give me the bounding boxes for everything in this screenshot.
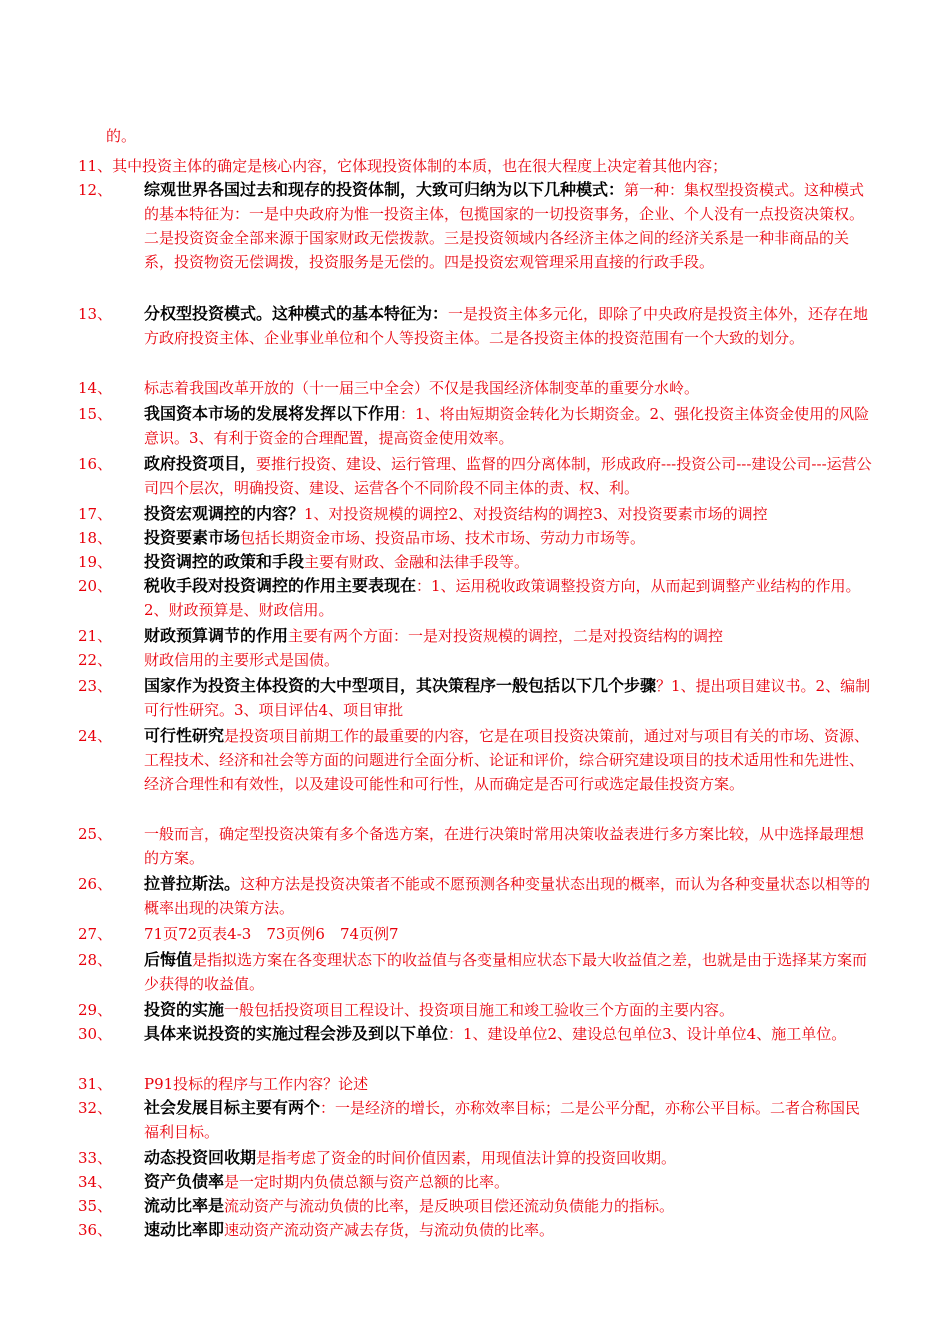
item-body: ：1、运用税收政策调整投资方向，从而起到调整产业结构的作用。2、财政预算是、财政信用。	[144, 577, 861, 619]
item-number: 17、	[78, 505, 113, 523]
item-heading: 速动比率即	[144, 1220, 225, 1239]
item-body: 是指拟选方案在各变理状态下的收益值与各变量相应状态下最大收益值之差，也就是由于选择某方案而少获得的收益值。	[144, 951, 868, 993]
item-heading: 我国资本市场的发展将发挥以下作用	[144, 404, 401, 423]
item-text	[144, 724, 873, 796]
item-text	[144, 1218, 873, 1242]
item-body: 要推行投资、建设、运行管理、监督的四分离体制，形成政府---投资公司---建设公司---运营公司四个层次，明确投资、建设、运营各个不同阶段不同主体的责、权、利。	[144, 455, 872, 497]
list-item	[78, 302, 873, 350]
list-item	[78, 1194, 873, 1218]
list-item	[78, 1022, 873, 1046]
item-heading: 投资宏观调控的内容？	[144, 504, 305, 523]
item-body: 1、对投资规模的调控2、对投资结构的调控3、对投资要素市场的调控	[304, 505, 768, 523]
list-item	[78, 154, 873, 178]
list-item	[78, 998, 873, 1022]
item-number: 12、	[78, 181, 113, 199]
item-text	[144, 922, 873, 946]
item-number: 30、	[78, 1025, 113, 1043]
item-text	[144, 648, 873, 672]
item-body: 是一定时期内负债总额与资产总额的比率。	[224, 1173, 510, 1191]
item-number: 26、	[78, 875, 113, 893]
item-text	[144, 302, 873, 350]
item-number: 21、	[78, 627, 113, 645]
item-text	[144, 948, 873, 996]
item-number: 35、	[78, 1197, 113, 1215]
item-heading: 综观世界各国过去和现存的投资体制，大致可归纳为以下几种模式：	[144, 180, 625, 199]
item-text	[144, 452, 873, 500]
item-heading: 财政预算调节的作用	[144, 626, 289, 645]
item-heading: 资产负债率	[144, 1172, 225, 1191]
item-body: 是指考虑了资金的时间价值因素，用现值法计算的投资回收期。	[256, 1149, 677, 1167]
item-body: 主要有两个方面：一是对投资规模的调控，二是对投资结构的调控	[288, 627, 724, 645]
item-text	[144, 1022, 873, 1046]
item-number: 28、	[78, 951, 113, 969]
item-heading: 投资要素市场	[144, 528, 241, 547]
item-number: 31、	[78, 1075, 113, 1093]
list-item	[78, 674, 873, 722]
item-text	[144, 822, 873, 870]
item-heading: 政府投资项目，	[144, 454, 257, 473]
item-text	[112, 154, 873, 178]
item-text	[144, 674, 873, 722]
item-body: 其中投资主体的确定是核心内容，它体现投资体制的本质，也在很大程度上决定着其他内容；	[112, 157, 728, 175]
item-text	[106, 124, 873, 148]
item-body: 财政信用的主要形式是国债。	[144, 651, 340, 669]
item-heading: 税收手段对投资调控的作用主要表现在	[144, 576, 417, 595]
item-text	[144, 1096, 873, 1144]
item-heading: 投资调控的政策和手段	[144, 552, 305, 571]
item-text	[144, 526, 873, 550]
item-number: 14、	[78, 379, 113, 397]
list-item	[78, 376, 873, 400]
list-item	[106, 124, 873, 148]
list-item	[78, 1072, 873, 1096]
item-body: 主要有财政、金融和法律手段等。	[304, 553, 530, 571]
item-number: 20、	[78, 577, 113, 595]
item-body: 速动资产流动资产减去存货，与流动负债的比率。	[224, 1221, 555, 1239]
list-item	[78, 872, 873, 920]
item-heading: 分权型投资模式。这种模式的基本特征为：	[144, 304, 449, 323]
item-number: 16、	[78, 455, 113, 473]
item-text	[144, 1072, 873, 1096]
item-number: 13、	[78, 305, 113, 323]
list-item	[78, 922, 873, 946]
item-text	[144, 624, 873, 648]
list-item	[78, 1218, 873, 1242]
item-heading: 拉普拉斯法。	[144, 874, 241, 893]
list-item	[78, 574, 873, 622]
list-item	[78, 822, 873, 870]
item-heading: 动态投资回收期	[144, 1148, 257, 1167]
item-number: 33、	[78, 1149, 113, 1167]
item-heading: 具体来说投资的实施过程会涉及到以下单位	[144, 1024, 449, 1043]
item-number: 36、	[78, 1221, 113, 1239]
item-body: 一是投资主体多元化，即除了中央政府是投资主体外，还存在地方政府投资主体、企业事业单位和个人等投资主体。二是各投资主体的投资范围有一个大致的划分。	[144, 305, 869, 347]
item-number: 29、	[78, 1001, 113, 1019]
item-body: 第一种：集权型投资模式。这种模式的基本特征为：一是中央政府为惟一投资主体，包揽国家的一切投资事务，企业、个人没有一点投资决策权。二是投资资金全部来源于国家财政无偿拨款。三是投资领域内各经济主体之间的经济关系是一种非商品的关系，投资物资无偿调拨，投资服务是无偿的。四是投资宏观管理采用直接的行政手段。	[144, 181, 865, 271]
list-item	[78, 178, 873, 274]
item-text	[144, 376, 873, 400]
item-text	[144, 402, 873, 450]
item-body: 一般包括投资项目工程设计、投资项目施工和竣工验收三个方面的主要内容。	[224, 1001, 735, 1019]
item-heading: 社会发展目标主要有两个	[144, 1098, 321, 1117]
item-heading: 投资的实施	[144, 1000, 225, 1019]
list-item	[78, 648, 873, 672]
item-body: 标志着我国改革开放的（十一届三中全会）不仅是我国经济体制变革的重要分水岭。	[144, 379, 700, 397]
item-text	[144, 872, 873, 920]
item-body: 这种方法是投资决策者不能或不愿预测各种变量状态出现的概率，而认为各种变量状态以相等的概率出现的决策方法。	[144, 875, 871, 917]
list-item	[78, 948, 873, 996]
item-number: 15、	[78, 405, 113, 423]
list-item	[78, 724, 873, 796]
item-number: 23、	[78, 677, 113, 695]
item-number: 24、	[78, 727, 113, 745]
item-body: 流动资产与流动负债的比率，是反映项目偿还流动负债能力的指标。	[224, 1197, 675, 1215]
item-text	[144, 502, 873, 526]
item-text	[144, 178, 873, 274]
item-number: 18、	[78, 529, 113, 547]
list-item	[78, 1146, 873, 1170]
item-body: ？1、提出项目建议书。2、编制可行性研究。3、项目评估4、项目审批	[144, 677, 871, 719]
item-body: 71页72页表4-3 73页例6 74页例7	[144, 925, 399, 943]
item-body: ：1、建设单位2、建设总包单位3、设计单位4、施工单位。	[448, 1025, 847, 1043]
list-item	[78, 624, 873, 648]
item-number: 27、	[78, 925, 113, 943]
list-item	[78, 502, 873, 526]
item-number: 22、	[78, 651, 113, 669]
item-heading: 后悔值	[144, 950, 193, 969]
item-number: 19、	[78, 553, 113, 571]
item-text	[144, 1194, 873, 1218]
item-body: ：1、将由短期资金转化为长期资金。2、强化投资主体资金使用的风险意识。3、有利于资金的合理配置，提高资金使用效率。	[144, 405, 870, 447]
item-heading: 可行性研究	[144, 726, 225, 745]
list-item	[78, 452, 873, 500]
item-text	[144, 550, 873, 574]
item-heading: 国家作为投资主体投资的大中型项目，其决策程序一般包括以下几个步骤	[144, 676, 657, 695]
list-item	[78, 402, 873, 450]
item-text	[144, 998, 873, 1022]
item-body: P91投标的程序与工作内容？论述	[144, 1075, 369, 1093]
item-body: 一般而言，确定型投资决策有多个备选方案，在进行决策时常用决策收益表进行多方案比较，从中选择最理想的方案。	[144, 825, 865, 867]
list-item	[78, 550, 873, 574]
list-item	[78, 1170, 873, 1194]
item-number: 11、	[78, 157, 113, 175]
item-number: 34、	[78, 1173, 113, 1191]
item-body: ：一是经济的增长，亦称效率目标；二是公平分配，亦称公平目标。二者合称国民福利目标。	[144, 1099, 861, 1141]
item-body: 是投资项目前期工作的最重要的内容，它是在项目投资决策前，通过对与项目有关的市场、资源、工程技术、经济和社会等方面的问题进行全面分析、论证和评价，综合研究建设项目的技术适用性和先进性、经济合理性和有效性，以及建设可能性和可行性，从而确定是否可行或选定最佳投资方案。	[144, 727, 870, 793]
item-text	[144, 1170, 873, 1194]
list-item	[78, 526, 873, 550]
item-text	[144, 574, 873, 622]
item-number: 32、	[78, 1099, 113, 1117]
item-text	[144, 1146, 873, 1170]
item-body: 的。	[106, 127, 137, 145]
item-number: 25、	[78, 825, 113, 843]
list-item	[78, 1096, 873, 1144]
item-heading: 流动比率是	[144, 1196, 225, 1215]
item-body: 包括长期资金市场、投资品市场、技术市场、劳动力市场等。	[240, 529, 646, 547]
